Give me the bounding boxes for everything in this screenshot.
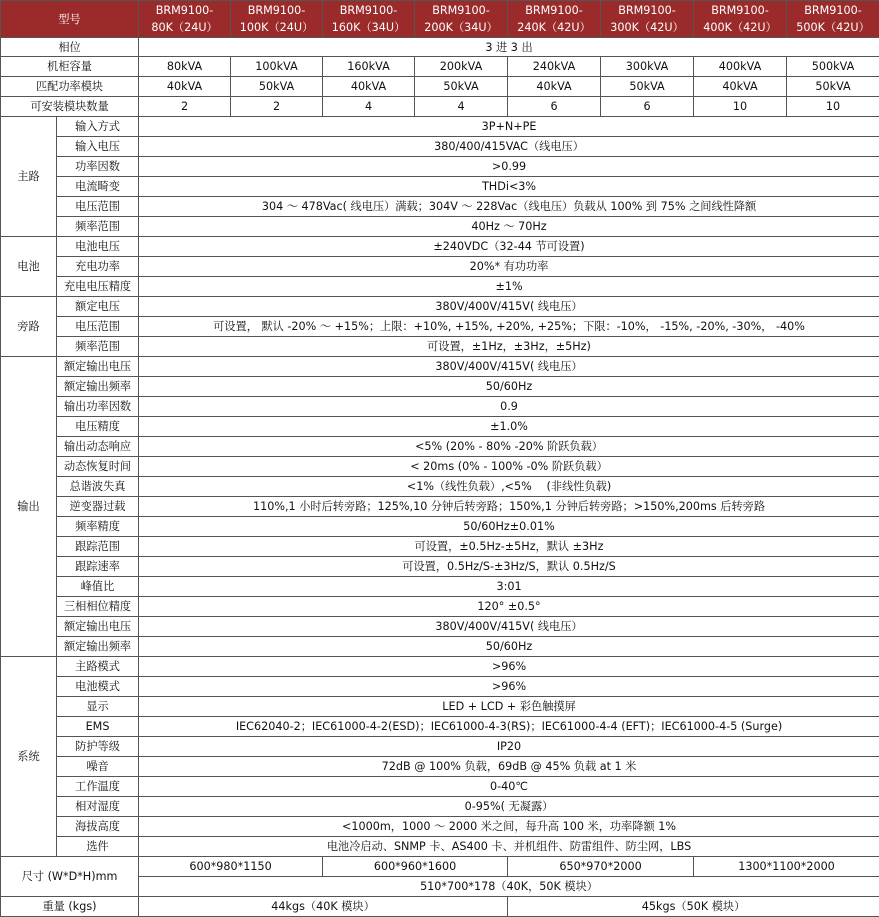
module-count-row [1,97,879,117]
group-label-battery: 电池 [1,237,57,297]
row-label: 充电电压精度 [57,277,139,297]
row-value: 3P+N+PE [139,117,879,137]
model-header: BRM9100- 80K（24U） [139,1,231,38]
row-value: 50/60Hz±0.01% [139,517,879,537]
row-value: 380V/400V/415V( 线电压） [139,297,879,317]
row-value: 0.9 [139,397,879,417]
spec-row [1,457,879,477]
cell-value: 6 [508,97,601,117]
row-label: 三相相位精度 [57,597,139,617]
row-value: 120° ±0.5° [139,597,879,617]
spec-row [1,117,879,137]
row-label: 噪音 [57,757,139,777]
row-label: 防护等级 [57,737,139,757]
row-value: 0-40℃ [139,777,879,797]
spec-row [1,177,879,197]
spec-row [1,337,879,357]
row-label: 输入方式 [57,117,139,137]
model-header: BRM9100- 240K（42U） [508,1,601,38]
cell-value: 10 [694,97,787,117]
cell-value: 160kVA [323,57,415,77]
spec-row [1,277,879,297]
module-row [1,77,879,97]
row-label: 相位 [1,38,139,57]
row-label: 频率精度 [57,517,139,537]
row-label: 频率范围 [57,217,139,237]
cell-value: 10 [787,97,879,117]
spec-row [1,777,879,797]
spec-row [1,577,879,597]
cell-value: 45kgs（50K 模块） [508,897,879,917]
row-value: >96% [139,677,879,697]
row-label: 额定输出频率 [57,377,139,397]
cell-value: 240kVA [508,57,601,77]
cell-value: 50kVA [231,77,323,97]
cell-value: 50kVA [601,77,694,97]
row-label: 频率范围 [57,337,139,357]
row-value: 0-95%( 无凝露） [139,797,879,817]
row-value: IEC62040-2；IEC61000-4-2(ESD)；IEC61000-4-3(RS)；IEC61000-4-4 (EFT)；IEC61000-4-5 (Surge) [139,717,879,737]
spec-row [1,257,879,277]
spec-row [1,557,879,577]
spec-row [1,717,879,737]
row-label: 逆变器过载 [57,497,139,517]
row-label: 跟踪速率 [57,557,139,577]
row-value: <1%（线性负载）,<5% (非线性负载) [139,477,879,497]
cell-value: 4 [415,97,508,117]
row-value: 可设置，±0.5Hz-±5Hz，默认 ±3Hz [139,537,879,557]
row-value: ±240VDC（32-44 节可设置) [139,237,879,257]
cell-value: 600*960*1600 [323,857,508,877]
spec-row [1,477,879,497]
spec-row [1,297,879,317]
spec-row [1,217,879,237]
model-header: BRM9100- 500K（42U） [787,1,879,38]
capacity-row [1,57,879,77]
group-label-main: 主路 [1,117,57,237]
spec-row [1,757,879,777]
row-value: <1000m，1000 ～ 2000 米之间，每升高 100 米，功率降额 1% [139,817,879,837]
row-value: 3 进 3 出 [139,38,879,57]
spec-row [1,797,879,817]
spec-row [1,517,879,537]
row-label: 电压精度 [57,417,139,437]
model-header: BRM9100- 100K（24U） [231,1,323,38]
row-label: EMS [57,717,139,737]
row-value: 40Hz ～ 70Hz [139,217,879,237]
spec-row [1,197,879,217]
cell-value: 100kVA [231,57,323,77]
group-label-output: 输出 [1,357,57,657]
cell-value: 650*970*2000 [508,857,694,877]
cell-value: 200kVA [415,57,508,77]
spec-row [1,137,879,157]
spec-row [1,617,879,637]
row-label: 充电功率 [57,257,139,277]
spec-row [1,697,879,717]
row-value: 380/400/415VAC（线电压） [139,137,879,157]
row-label: 电压范围 [57,197,139,217]
spec-row [1,377,879,397]
row-value: >96% [139,657,879,677]
spec-row [1,597,879,617]
cell-value: 4 [323,97,415,117]
row-value: 20%* 有功功率 [139,257,879,277]
row-label: 匹配功率模块 [1,77,139,97]
spec-row [1,157,879,177]
row-label: 电压范围 [57,317,139,337]
row-label: 动态恢复时间 [57,457,139,477]
spec-row [1,657,879,677]
cell-value: 40kVA [694,77,787,97]
row-value: 电池冷启动、SNMP 卡、AS400 卡、并机组件、防雷组件、防尘网，LBS [139,837,879,857]
row-value: THDi<3% [139,177,879,197]
cell-value: 1300*1100*2000 [694,857,879,877]
cell-value: 510*700*178（40K，50K 模块） [139,877,879,897]
cell-value: 50kVA [415,77,508,97]
row-label: 海拔高度 [57,817,139,837]
weight-row [1,897,879,917]
dimensions-row [1,857,879,877]
row-label: 峰值比 [57,577,139,597]
phase-row [1,38,879,57]
cell-value: 40kVA [139,77,231,97]
row-label: 额定输出电压 [57,357,139,377]
group-label-bypass: 旁路 [1,297,57,357]
spec-row [1,737,879,757]
row-label: 相对湿度 [57,797,139,817]
spec-row [1,417,879,437]
row-value: 可设置，±1Hz，±3Hz，±5Hz) [139,337,879,357]
spec-row [1,397,879,417]
group-label-system: 系统 [1,657,57,857]
row-value: >0.99 [139,157,879,177]
header-title: 型号 [1,1,139,38]
row-value: <5% (20% - 80% -20% 阶跃负载） [139,437,879,457]
row-value: ±1% [139,277,879,297]
spec-row [1,817,879,837]
cell-value: 300kVA [601,57,694,77]
row-label: 工作温度 [57,777,139,797]
spec-row [1,317,879,337]
row-value: 可设置，0.5Hz/S-±3Hz/S，默认 0.5Hz/S [139,557,879,577]
cell-value: 40kVA [508,77,601,97]
row-label: 可安装模块数量 [1,97,139,117]
row-label: 功率因数 [57,157,139,177]
row-label: 电池模式 [57,677,139,697]
spec-row [1,677,879,697]
row-label: 选件 [57,837,139,857]
cell-value: 44kgs（40K 模块） [139,897,508,917]
spec-row [1,637,879,657]
row-label: 额定输出频率 [57,637,139,657]
spec-row [1,837,879,857]
cell-value: 600*980*1150 [139,857,323,877]
row-value: 3:01 [139,577,879,597]
cell-value: 40kVA [323,77,415,97]
row-label: 电池电压 [57,237,139,257]
row-value: LED + LCD + 彩色触摸屏 [139,697,879,717]
cell-value: 400kVA [694,57,787,77]
row-label: 总谐波失真 [57,477,139,497]
row-label: 显示 [57,697,139,717]
row-label: 跟踪范围 [57,537,139,557]
spec-row [1,357,879,377]
row-value: 380V/400V/415V( 线电压） [139,357,879,377]
header-row [1,1,879,38]
row-value: ±1.0% [139,417,879,437]
row-value: 110%,1 小时后转旁路；125%,10 分钟后转旁路；150%,1 分钟后转旁路；>150%,200ms 后转旁路 [139,497,879,517]
cell-value: 80kVA [139,57,231,77]
spec-row [1,237,879,257]
row-value: 72dB @ 100% 负载，69dB @ 45% 负载 at 1 米 [139,757,879,777]
cell-value: 6 [601,97,694,117]
row-label: 输出功率因数 [57,397,139,417]
spec-row [1,437,879,457]
row-label: 额定输出电压 [57,617,139,637]
row-label: 机柜容量 [1,57,139,77]
row-value: 380V/400V/415V( 线电压） [139,617,879,637]
row-value: 可设置， 默认 -20% ～ +15%；上限：+10%, +15%, +20%, +25%；下限：-10%， -15%, -20%, -30%， -40% [139,317,879,337]
row-label: 主路模式 [57,657,139,677]
spec-row [1,537,879,557]
spec-row [1,497,879,517]
cell-value: 500kVA [787,57,879,77]
row-label: 输出动态响应 [57,437,139,457]
row-label: 额定电压 [57,297,139,317]
cell-value: 2 [139,97,231,117]
row-label: 输入电压 [57,137,139,157]
row-value: 50/60Hz [139,377,879,397]
row-value: < 20ms (0% - 100% -0% 阶跃负载） [139,457,879,477]
row-value: IP20 [139,737,879,757]
cell-value: 2 [231,97,323,117]
dimensions-label: 尺寸 (W*D*H)mm [1,857,139,897]
model-header: BRM9100- 300K（42U） [601,1,694,38]
model-header: BRM9100- 160K（34U） [323,1,415,38]
weight-label: 重量 (kgs) [1,897,139,917]
row-label: 电流畸变 [57,177,139,197]
row-value: 304 ～ 478Vac( 线电压）满载；304V ～ 228Vac（线电压）负载从 100% 到 75% 之间线性降额 [139,197,879,217]
model-header: BRM9100- 400K（42U） [694,1,787,38]
cell-value: 50kVA [787,77,879,97]
row-value: 50/60Hz [139,637,879,657]
model-header: BRM9100- 200K（34U） [415,1,508,38]
